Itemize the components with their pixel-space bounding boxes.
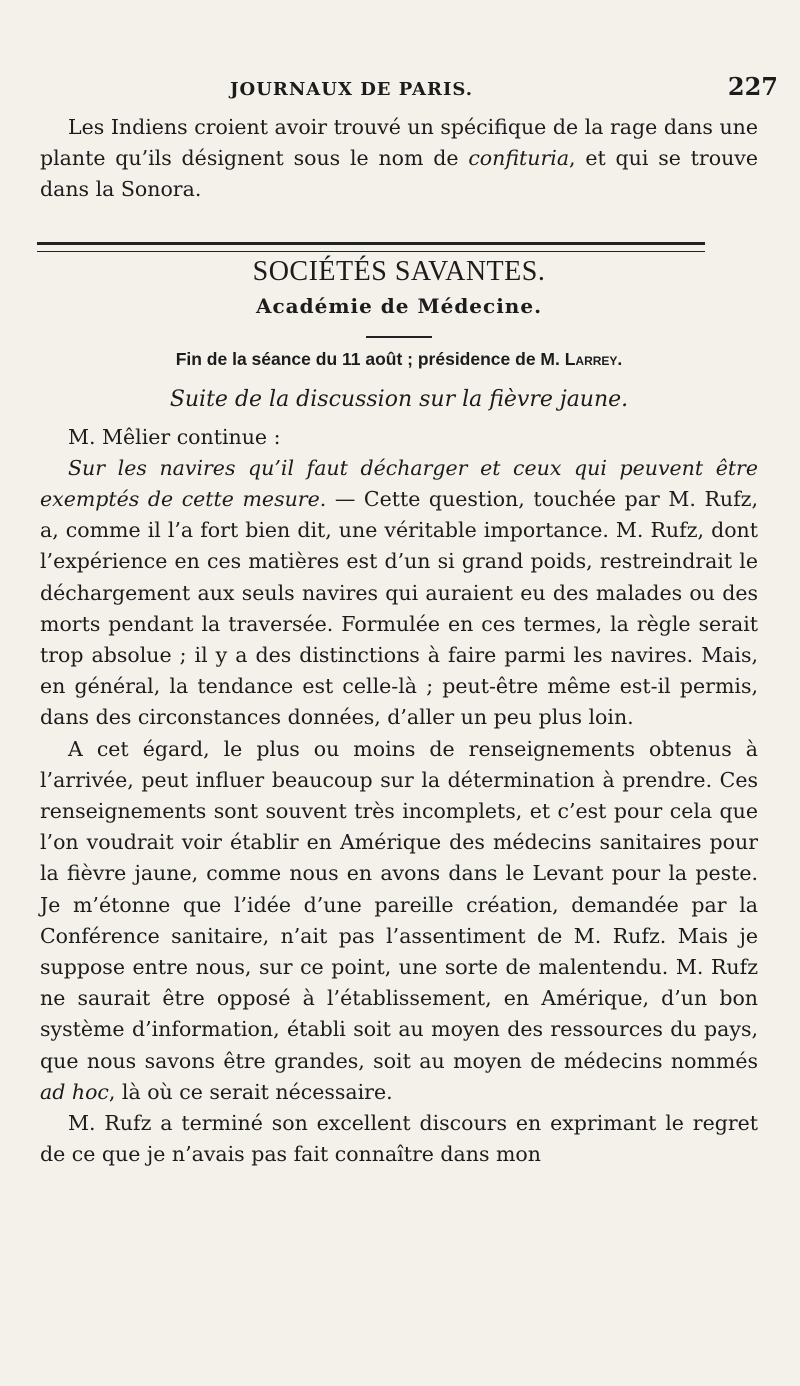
book-page <box>40 72 778 1170</box>
subsection-title: Académie de Médecine. <box>255 293 543 318</box>
egard-italic: ad hoc <box>40 1079 109 1104</box>
intro-text-2: , et qui se trouve dans la Sonora. <box>40 146 758 202</box>
page-header <box>40 72 778 112</box>
navires-text: — Cette question, touchée par M. Rufz, a, comme il l’a fort bien dit, une véritable importance. M. Rufz, dont l’expérience en ces matières est d’un si grand poids, restreindrait le déchargement aux seuls navires qui auraient eu des malades ou des morts pendant la traversée. Formulée en ces termes, la règle serait trop absolue ; il y a des distinctions à faire parmi les navires. Mais, en général, la tendance est celle-là ; peut-être même est-il permis, dans des circonstances données, d’aller un peu plus loin. <box>40 487 758 730</box>
president-name: Larrey <box>564 348 618 369</box>
intro-italic: confituria <box>468 146 570 171</box>
short-divider <box>366 336 432 338</box>
intro-paragraph <box>40 112 758 206</box>
page-number: 227 <box>727 72 778 101</box>
paragraph-final: M. Rufz a terminé son excellent discours en exprimant le regret de ce que je n’avais pas fait connaître dans mon <box>40 1111 758 1167</box>
paragraph-navires <box>40 453 758 734</box>
session-prefix: Fin de la séance du 11 août ; présidence de M. <box>175 348 565 369</box>
navires-italic: Sur les navires qu’il faut décharger et ceux qui peuvent être exemptés de cette mesure. <box>40 455 758 512</box>
paragraph-egard <box>40 734 758 1108</box>
running-head: JOURNAUX DE PARIS. <box>230 79 473 100</box>
egard-text-2: , là où ce serait nécessaire. <box>108 1079 393 1104</box>
egard-text-1: A cet égard, le plus ou moins de renseignements obtenus à l’arrivée, peut influer beaucoup sur la détermination à prendre. Ces renseignements sont souvent très incomplets, et c’est pour cela que l’on voudrait voir établir en Amérique des médecins sanitaires pour la fièvre jaune, comme nous en avons dans le Levant pour la peste. Je m’étonne que l’idée d’une pareille création, demandée par la Conférence sanitaire, n’ait pas l’assentiment de M. Rufz. Mais je suppose entre nous, sur ce point, une sorte de malentendu. M. Rufz ne saurait être opposé à l’établissement, en Amérique, d’un bon système d’information, établi soit au moyen des ressources du pays, que nous savons être grandes, soit au moyen de médecins nommés <box>40 736 758 1073</box>
intro-text-1: Les Indiens croient avoir trouvé un spécifique de la rage dans une plante qu’ils désignent sous le nom de <box>40 115 758 171</box>
discussion-title: Suite de la discussion sur la fièvre jaune. <box>169 386 629 412</box>
section-divider <box>37 242 705 252</box>
paragraph-melier: M. Mêlier continue : <box>68 424 281 449</box>
session-line <box>40 344 758 374</box>
section-title: SOCIÉTÉS SAVANTES. <box>252 255 546 287</box>
session-suffix: . <box>617 348 623 369</box>
